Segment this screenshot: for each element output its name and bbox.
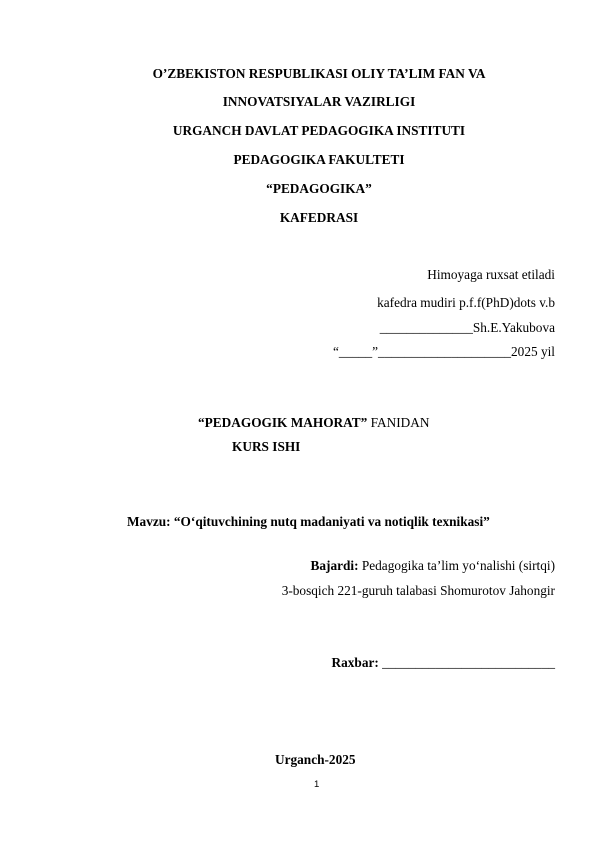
performer-label: Bajardi: xyxy=(310,558,359,573)
performer-line-2: 3-bosqich 221-guruh talabasi Shomurotov Jahongir xyxy=(281,583,555,598)
performer-program: Pedagogika ta’lim yo‘nalishi (sirtqi) xyxy=(358,558,555,573)
topic: Mavzu: “O‘qituvchining nutq madaniyati va notiqlik texnikasi” xyxy=(127,514,490,529)
supervisor-line xyxy=(0,656,555,669)
faculty-name: PEDAGOGIKA FAKULTETI xyxy=(233,152,405,167)
place-year: Urganch-2025 xyxy=(275,752,356,767)
approval-line-4: “_____”____________________2025 yil xyxy=(333,344,555,359)
ministry-line-2: INNOVATSIYALAR VAZIRLIGI xyxy=(222,94,416,109)
approval-line-1: Himoyaga ruxsat etiladi xyxy=(427,267,555,282)
ministry-line-1: O’ZBEKISTON RESPUBLIKASI OLIY TA’LIM FAN VA xyxy=(152,66,486,81)
subject-suffix: FANIDAN xyxy=(367,415,430,430)
performer-line-1 xyxy=(0,559,555,572)
subject-line xyxy=(198,416,429,429)
work-type: KURS ISHI xyxy=(232,439,301,454)
institute-name: URGANCH DAVLAT PEDAGOGIKA INSTITUTI xyxy=(172,123,466,138)
supervisor-label: Raxbar: xyxy=(331,655,379,670)
page-number: 1 xyxy=(314,779,320,790)
department-name: “PEDAGOGIKA” xyxy=(266,181,372,196)
subject-name: “PEDAGOGIK MAHORAT” xyxy=(198,415,368,430)
supervisor-blank: __________________________ xyxy=(378,655,555,670)
department-word: KAFEDRASI xyxy=(279,210,359,225)
approval-line-3: ______________Sh.E.Yakubova xyxy=(379,320,555,335)
approval-line-2: kafedra mudiri p.f.f(PhD)dots v.b xyxy=(377,295,555,310)
